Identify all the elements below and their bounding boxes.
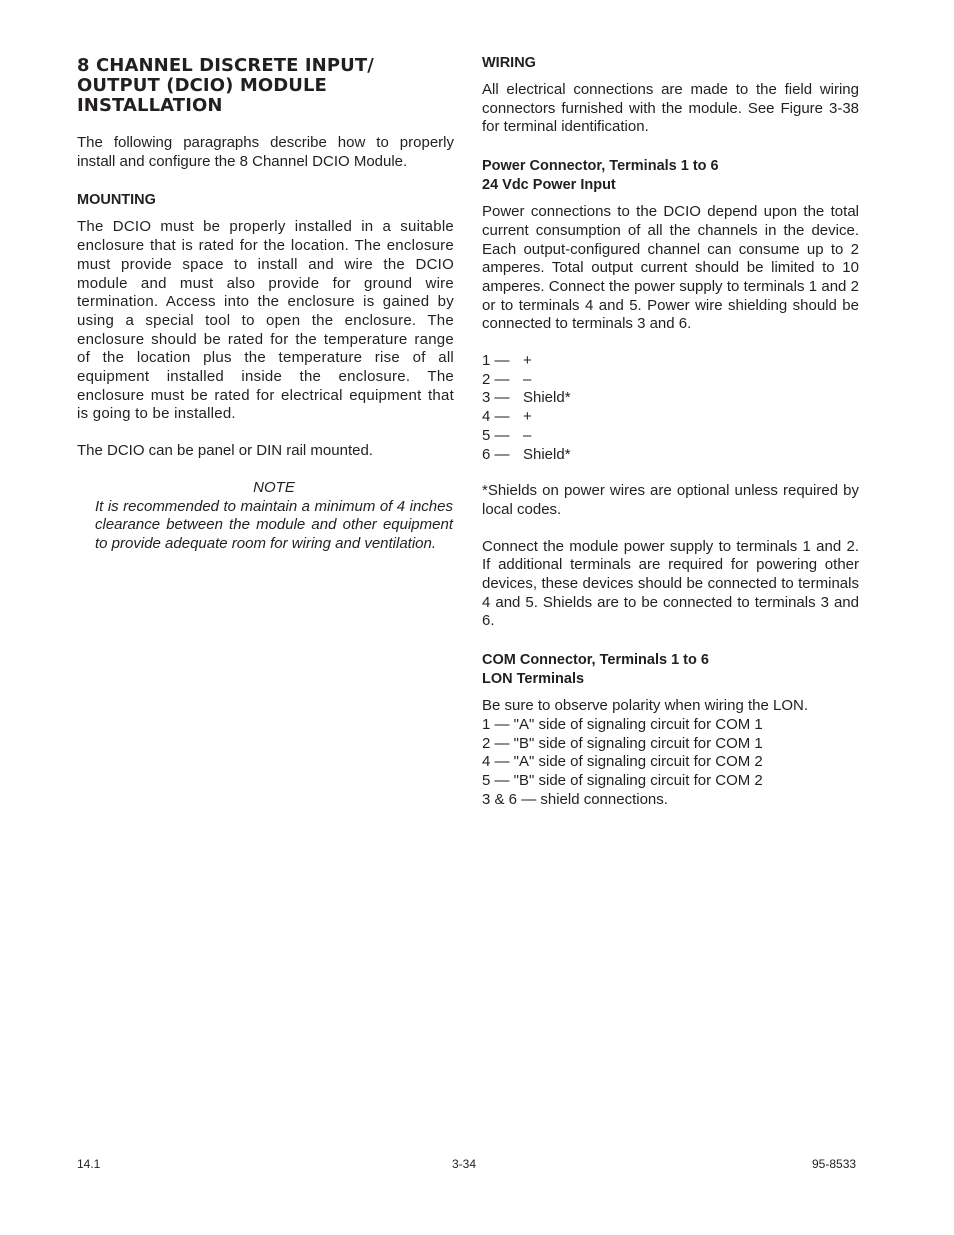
section-title xyxy=(77,56,454,116)
power-connector-heading xyxy=(482,157,859,195)
terminal-row xyxy=(482,408,859,427)
power-heading-line: Power Connector, Terminals 1 to 6 xyxy=(482,158,719,175)
terminal-number: 6 — xyxy=(482,445,510,463)
title-line: INSTALLATION xyxy=(77,95,223,116)
mounting-paragraph: The DCIO must be properly installed in a suitable enclosure that is rated for the location. The enclosure must provide space to install and wire the DCIO module and must also provide for ground wire termination. Access into the enclosure is gained by using a special tool to open the enclosure. The enclosure should be rated for the temperature range of the location plus the temperature rise of all equipment installed inside the enclosure. The enclosure must be rated for electrical equipment that is going to be installed. xyxy=(77,218,454,423)
terminal-number: 3 — xyxy=(482,389,510,407)
terminal-label: – xyxy=(523,426,532,444)
com-heading-line: COM Connector, Terminals 1 to 6 xyxy=(482,652,709,669)
right-column xyxy=(482,54,859,809)
terminal-row xyxy=(482,352,859,371)
terminal-row xyxy=(482,389,859,408)
connect-paragraph: Connect the module power supply to terminals 1 and 2. If additional terminals are required for powering other devices, these devices should be connected to terminals 4 and 5. Shields are to be connected to terminals 3 and 6. xyxy=(482,537,859,630)
com-line: 3 & 6 — shield connections. xyxy=(482,790,668,808)
terminal-number: 4 — xyxy=(482,408,510,426)
com-terminal-list xyxy=(482,697,859,809)
title-line: 8 CHANNEL DISCRETE INPUT/ xyxy=(77,55,374,76)
com-line: 5 — "B" side of signaling circuit for COM 2 xyxy=(482,771,763,789)
terminal-row xyxy=(482,371,859,390)
terminal-number: 1 — xyxy=(482,352,510,370)
com-line: 1 — "A" side of signaling circuit for COM 1 xyxy=(482,715,763,733)
footer-page-number: 3-34 xyxy=(452,1157,477,1171)
footer-revision: 14.1 xyxy=(77,1157,101,1171)
note-label: NOTE xyxy=(253,478,295,496)
left-column xyxy=(77,54,454,554)
wiring-heading: WIRING xyxy=(482,55,536,71)
note-box xyxy=(95,479,453,554)
mounting-options-paragraph: The DCIO can be panel or DIN rail mounted. xyxy=(77,442,373,460)
mounting-heading: MOUNTING xyxy=(77,192,156,209)
power-paragraph: Power connections to the DCIO depend upon the total current consumption of all the channels in the device. Each output-configured channel can consume up to 2 amperes. Total output current should be limited to 10 amperes. Connect the power supply to terminals 1 and 2 or to terminals 4 and 5. Power wire shielding should be connected to terminals 3 and 6. xyxy=(482,203,859,333)
title-line: OUTPUT (DCIO) MODULE xyxy=(77,75,327,96)
com-connector-heading xyxy=(482,651,859,689)
terminal-number: 5 — xyxy=(482,426,510,444)
terminal-label: Shield* xyxy=(523,445,571,463)
terminal-number: 2 — xyxy=(482,370,510,388)
shield-note-paragraph: *Shields on power wires are optional unless required by local codes. xyxy=(482,482,859,518)
terminal-row xyxy=(482,446,859,465)
power-terminal-list xyxy=(482,352,859,464)
terminal-label: + xyxy=(523,408,532,426)
com-heading-line: LON Terminals xyxy=(482,671,585,688)
note-text: It is recommended to maintain a minimum of 4 inches clearance between the module and other equipment to provide adequate room for wiring and ventilation. xyxy=(95,497,453,552)
com-line: 2 — "B" side of signaling circuit for COM 1 xyxy=(482,734,763,752)
com-line: Be sure to observe polarity when wiring the LON. xyxy=(482,697,808,715)
intro-paragraph: The following paragraphs describe how to properly install and configure the 8 Channel DCIO Module. xyxy=(77,134,454,170)
wiring-paragraph: All electrical connections are made to the field wiring connectors furnished with the module. See Figure 3-38 for terminal identification. xyxy=(482,81,859,136)
terminal-label: + xyxy=(523,352,532,370)
footer-document-number: 95-8533 xyxy=(812,1157,857,1171)
terminal-label: – xyxy=(523,370,532,388)
com-line: 4 — "A" side of signaling circuit for COM 2 xyxy=(482,753,763,771)
terminal-row xyxy=(482,427,859,446)
terminal-label: Shield* xyxy=(523,389,571,407)
power-heading-line: 24 Vdc Power Input xyxy=(482,177,616,194)
